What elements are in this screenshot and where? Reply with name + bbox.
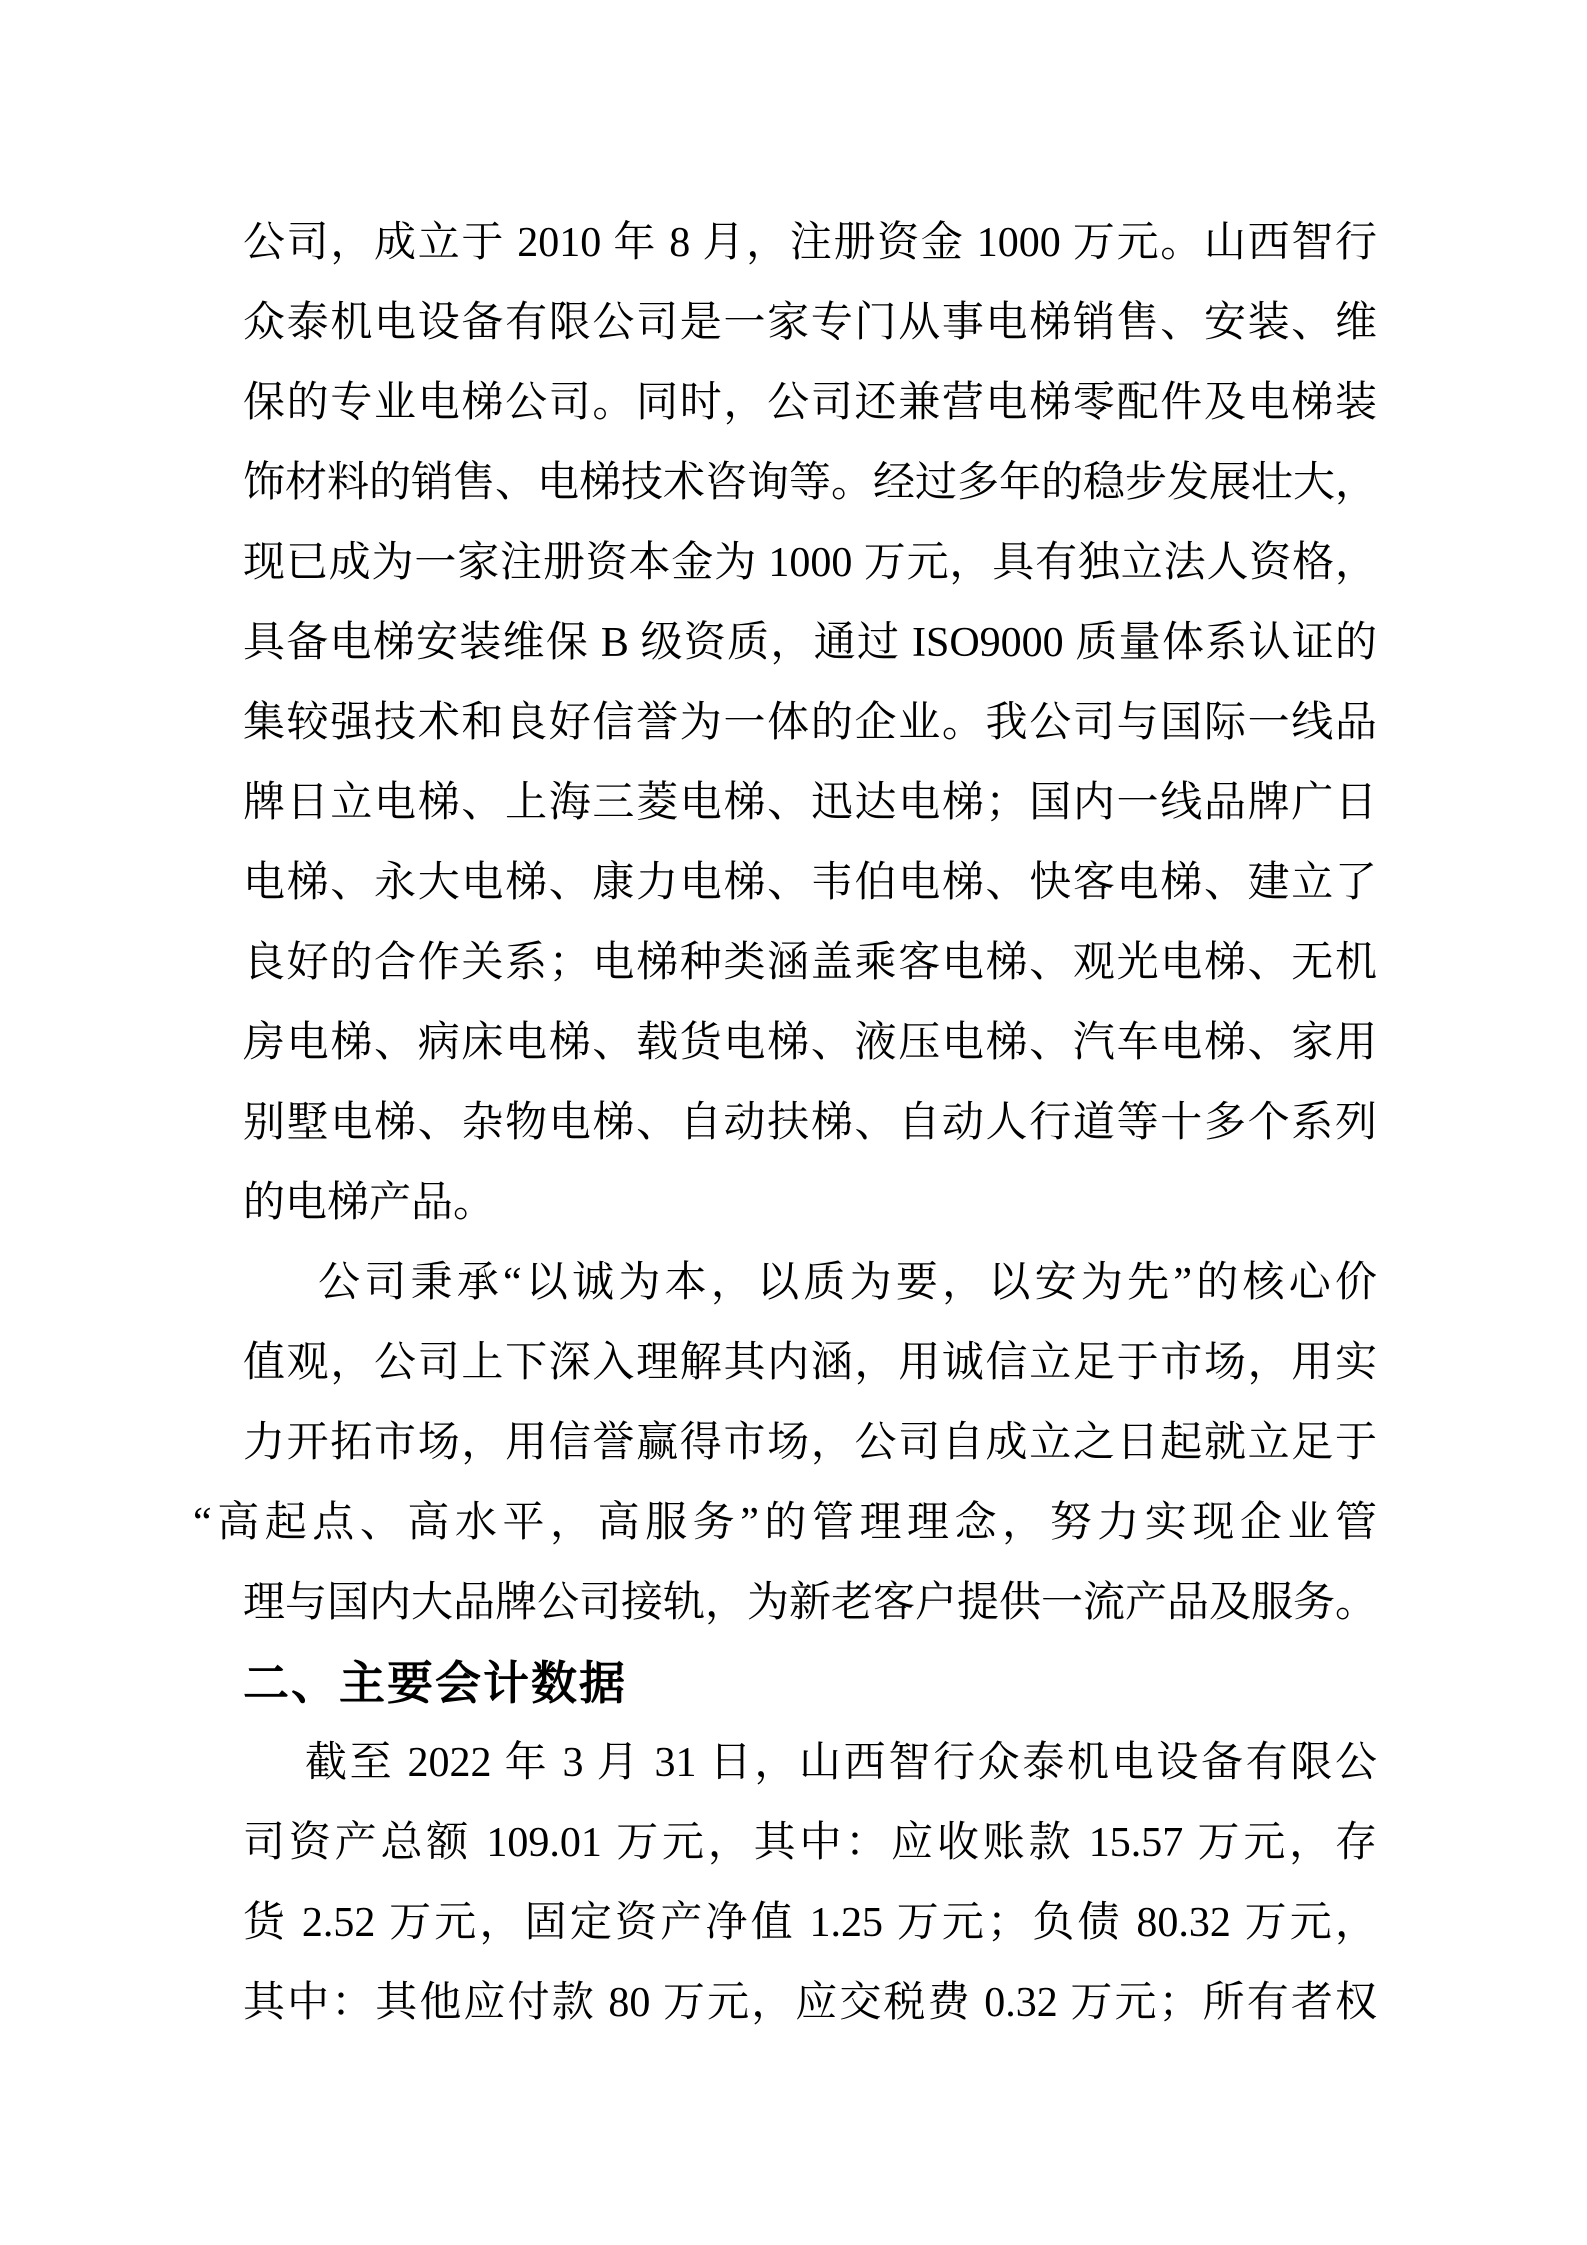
paragraph-core-values [193, 1243, 1378, 1643]
paragraph-accounting-data [243, 1723, 1377, 2043]
text-line: 力开拓市场，用信誉赢得市场，公司自成立之日起就立足于 [243, 1420, 1377, 1466]
text-line: “高起点、高水平，高服务”的管理理念，努力实现企业管 [193, 1500, 1377, 1546]
text-line: 现已成为一家注册资本金为 1000 万元，具有独立法人资格， [243, 540, 1377, 586]
text-line: 公司，成立于 2010 年 8 月，注册资金 1000 万元。山西智行 [243, 220, 1377, 266]
text-line: 值观，公司上下深入理解其内涵，用诚信立足于市场，用实 [243, 1340, 1377, 1386]
paragraph-company-intro [243, 203, 1377, 1243]
text-line: 饰材料的销售、电梯技术咨询等。经过多年的稳步发展壮大， [243, 460, 1378, 506]
text-line: 集较强技术和良好信誉为一体的企业。我公司与国际一线品 [243, 700, 1377, 746]
text-line: 良好的合作关系；电梯种类涵盖乘客电梯、观光电梯、无机 [243, 940, 1377, 986]
text-line: 保的专业电梯公司。同时，公司还兼营电梯零配件及电梯装 [243, 380, 1377, 426]
text-line: 电梯、永大电梯、康力电梯、韦伯电梯、快客电梯、建立了 [243, 860, 1377, 906]
text-line: 具备电梯安装维保 B 级资质，通过 ISO9000 质量体系认证的 [243, 620, 1377, 666]
section-heading: 二、主要会计数据 [243, 1657, 627, 1709]
text-line: 截至 2022 年 3 月 31 日，山西智行众泰机电设备有限公 [305, 1740, 1377, 1786]
text-line: 别墅电梯、杂物电梯、自动扶梯、自动人行道等十多个系列 [243, 1100, 1377, 1146]
text-line: 货 2.52 万元，固定资产净值 1.25 万元；负债 80.32 万元， [243, 1900, 1377, 1946]
text-line: 房电梯、病床电梯、载货电梯、液压电梯、汽车电梯、家用 [243, 1020, 1377, 1066]
text-line: 公司秉承“以诚为本，以质为要，以安为先”的核心价 [318, 1260, 1377, 1306]
text-line: 其中：其他应付款 80 万元，应交税费 0.32 万元；所有者权 [243, 1980, 1377, 2026]
text-line: 牌日立电梯、上海三菱电梯、迅达电梯；国内一线品牌广日 [243, 780, 1377, 826]
text-line: 众泰机电设备有限公司是一家专门从事电梯销售、安装、维 [243, 300, 1377, 346]
document-body [193, 203, 1378, 2043]
text-line: 的电梯产品。 [243, 1180, 496, 1226]
text-line: 理与国内大品牌公司接轨，为新老客户提供一流产品及服务。 [243, 1580, 1378, 1626]
text-line: 司资产总额 109.01 万元，其中：应收账款 15.57 万元，存 [243, 1820, 1377, 1866]
